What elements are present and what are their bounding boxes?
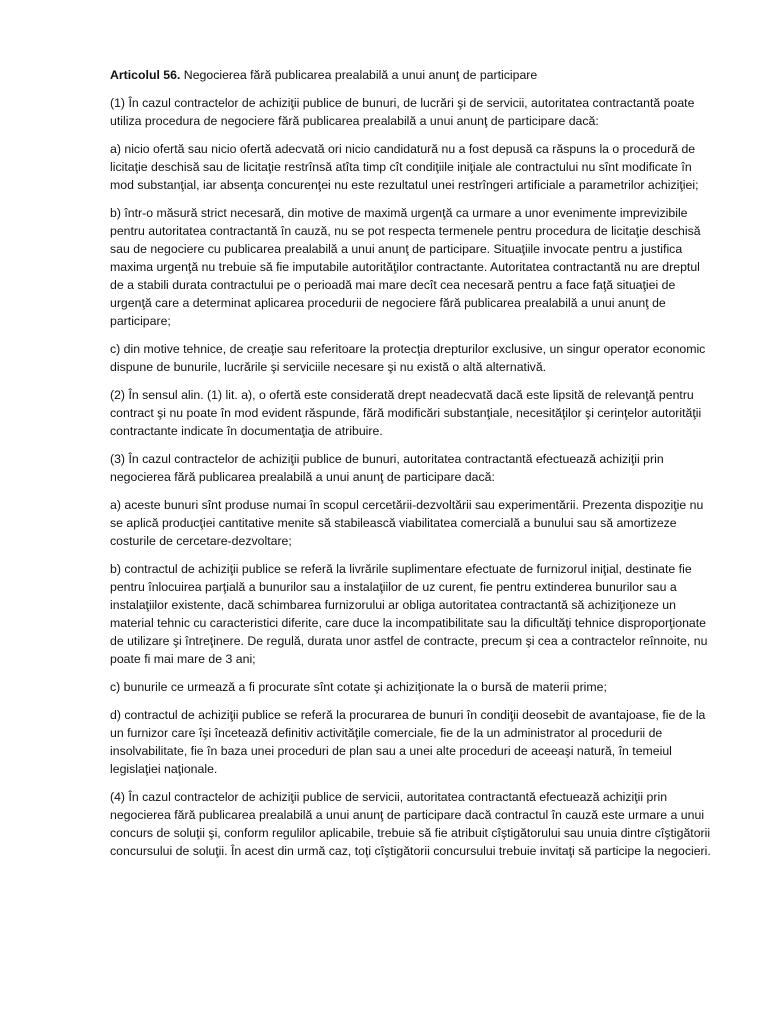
paragraph-1b: b) într-o măsură strict necesară, din motive de maximă urgenţă ca urmare a unor evenimente imprevizibile pentru autoritatea contractantă în cauză, nu se pot respecta termenele pentru procedura de licitaţie deschisă sau de negociere cu publicarea prealabilă a unui anunţ de participare. Situaţiile invocate pentru a justifica maxima urgenţă nu trebuie să fie imputabile autorităţilor contractante. Autoritatea contractantă nu are dreptul de a stabili durata contractului pe o perioadă mai mare decît cea necesară pentru a face faţă situaţiei de urgenţă care a determinat aplicarea procedurii de negociere fără publicarea prealabilă a unui anunţ de participare; xyxy=(110,206,701,328)
article-heading: Negocierea fără publicarea prealabilă a unui anunţ de participare xyxy=(180,68,538,82)
paragraph-2: (2) În sensul alin. (1) lit. a), o ofertă este considerată drept neadecvată dacă este lipsită de relevanţă pentru contract şi nu poate în mod evident răspunde, fără modificări substanţiale, necesităţilor şi cerinţelor autorităţii contractante indicate în documentaţia de atribuire. xyxy=(110,388,702,438)
paragraph-1: (1) În cazul contractelor de achiziţii publice de bunuri, de lucrări şi de servicii, autoritatea contractantă poate utiliza procedura de negociere fără publicarea prealabilă a unui anunţ de participare dacă: xyxy=(110,96,695,128)
article-title xyxy=(110,66,716,84)
paragraph-1c: c) din motive tehnice, de creaţie sau referitoare la protecţia drepturilor exclusive, un singur operator economic dispune de bunurile, lucrările şi serviciile necesare şi nu există o altă alternativă. xyxy=(110,342,706,374)
paragraph-3c: c) bunurile ce urmează a fi procurate sînt cotate şi achiziţionate la o bursă de materii prime; xyxy=(110,680,607,694)
paragraph-4: (4) În cazul contractelor de achiziţii publice de servicii, autoritatea contractantă efectuează achiziţii prin negocierea fără publicarea prealabilă a unui anunţ de participare dacă contractul în cauză este urmare a unui concurs de soluţii şi, conform regulilor aplicabile, trebuie să fie atribuit cîştigătorului sau unuia dintre cîştigătorii concursului de soluţii. În acest din urmă caz, toţi cîştigătorii concursului trebuie invitaţi să participe la negocieri. xyxy=(110,790,711,858)
paragraph-3: (3) În cazul contractelor de achiziţii publice de bunuri, autoritatea contractantă efectuează achiziţii prin negocierea fără publicarea prealabilă a unui anunţ de participare dacă: xyxy=(110,452,664,484)
article-label: Articolul 56. xyxy=(110,68,181,82)
paragraph-3b: b) contractul de achiziţii publice se referă la livrările suplimentare efectuate de furnizorul iniţial, destinate fie pentru înlocuirea parţială a bunurilor sau a instalaţiilor de uz curent, fie pentru extinderea bunurilor sau a instalaţiilor existente, dacă schimbarea furnizorului ar obliga autoritatea contractantă să achiziţioneze un material tehnic cu caracteristici diferite, care duce la incompatibilitate sau la dificultăţi tehnice disproporţionate de utilizare şi întreţinere. De regulă, durata unor astfel de contracte, precum şi cea a contractelor reînnoite, nu poate fi mai mare de 3 ani; xyxy=(110,562,708,666)
paragraph-3a: a) aceste bunuri sînt produse numai în scopul cercetării-dezvoltării sau experimentării. Prezenta dispoziţie nu se aplică producţiei cantitative menite să stabilească viabilitatea comercială a bunului sau să amortizeze costurile de cercetare-dezvoltare; xyxy=(110,498,704,548)
paragraph-3d: d) contractul de achiziţii publice se referă la procurarea de bunuri în condiţii deosebit de avantajoase, fie de la un furnizor care îşi încetează definitiv activităţile comerciale, fie de la un administrator al procedurii de insolvabilitate, fie în baza unei proceduri de plan sau a unei alte proceduri de aceeaşi natură, în temeiul legislaţiei naţionale. xyxy=(110,708,706,776)
paragraph-1a: a) nicio ofertă sau nicio ofertă adecvată ori nicio candidatură nu a fost depusă ca răspuns la o procedură de licitaţie deschisă sau de licitaţie restrînsă atîta timp cît condiţiile iniţiale ale contractului nu sînt modificate în mod substanţial, iar absenţa concurenţei nu este rezultatul unei restrîngeri artificiale a parametrilor achiziţiei; xyxy=(110,142,699,192)
